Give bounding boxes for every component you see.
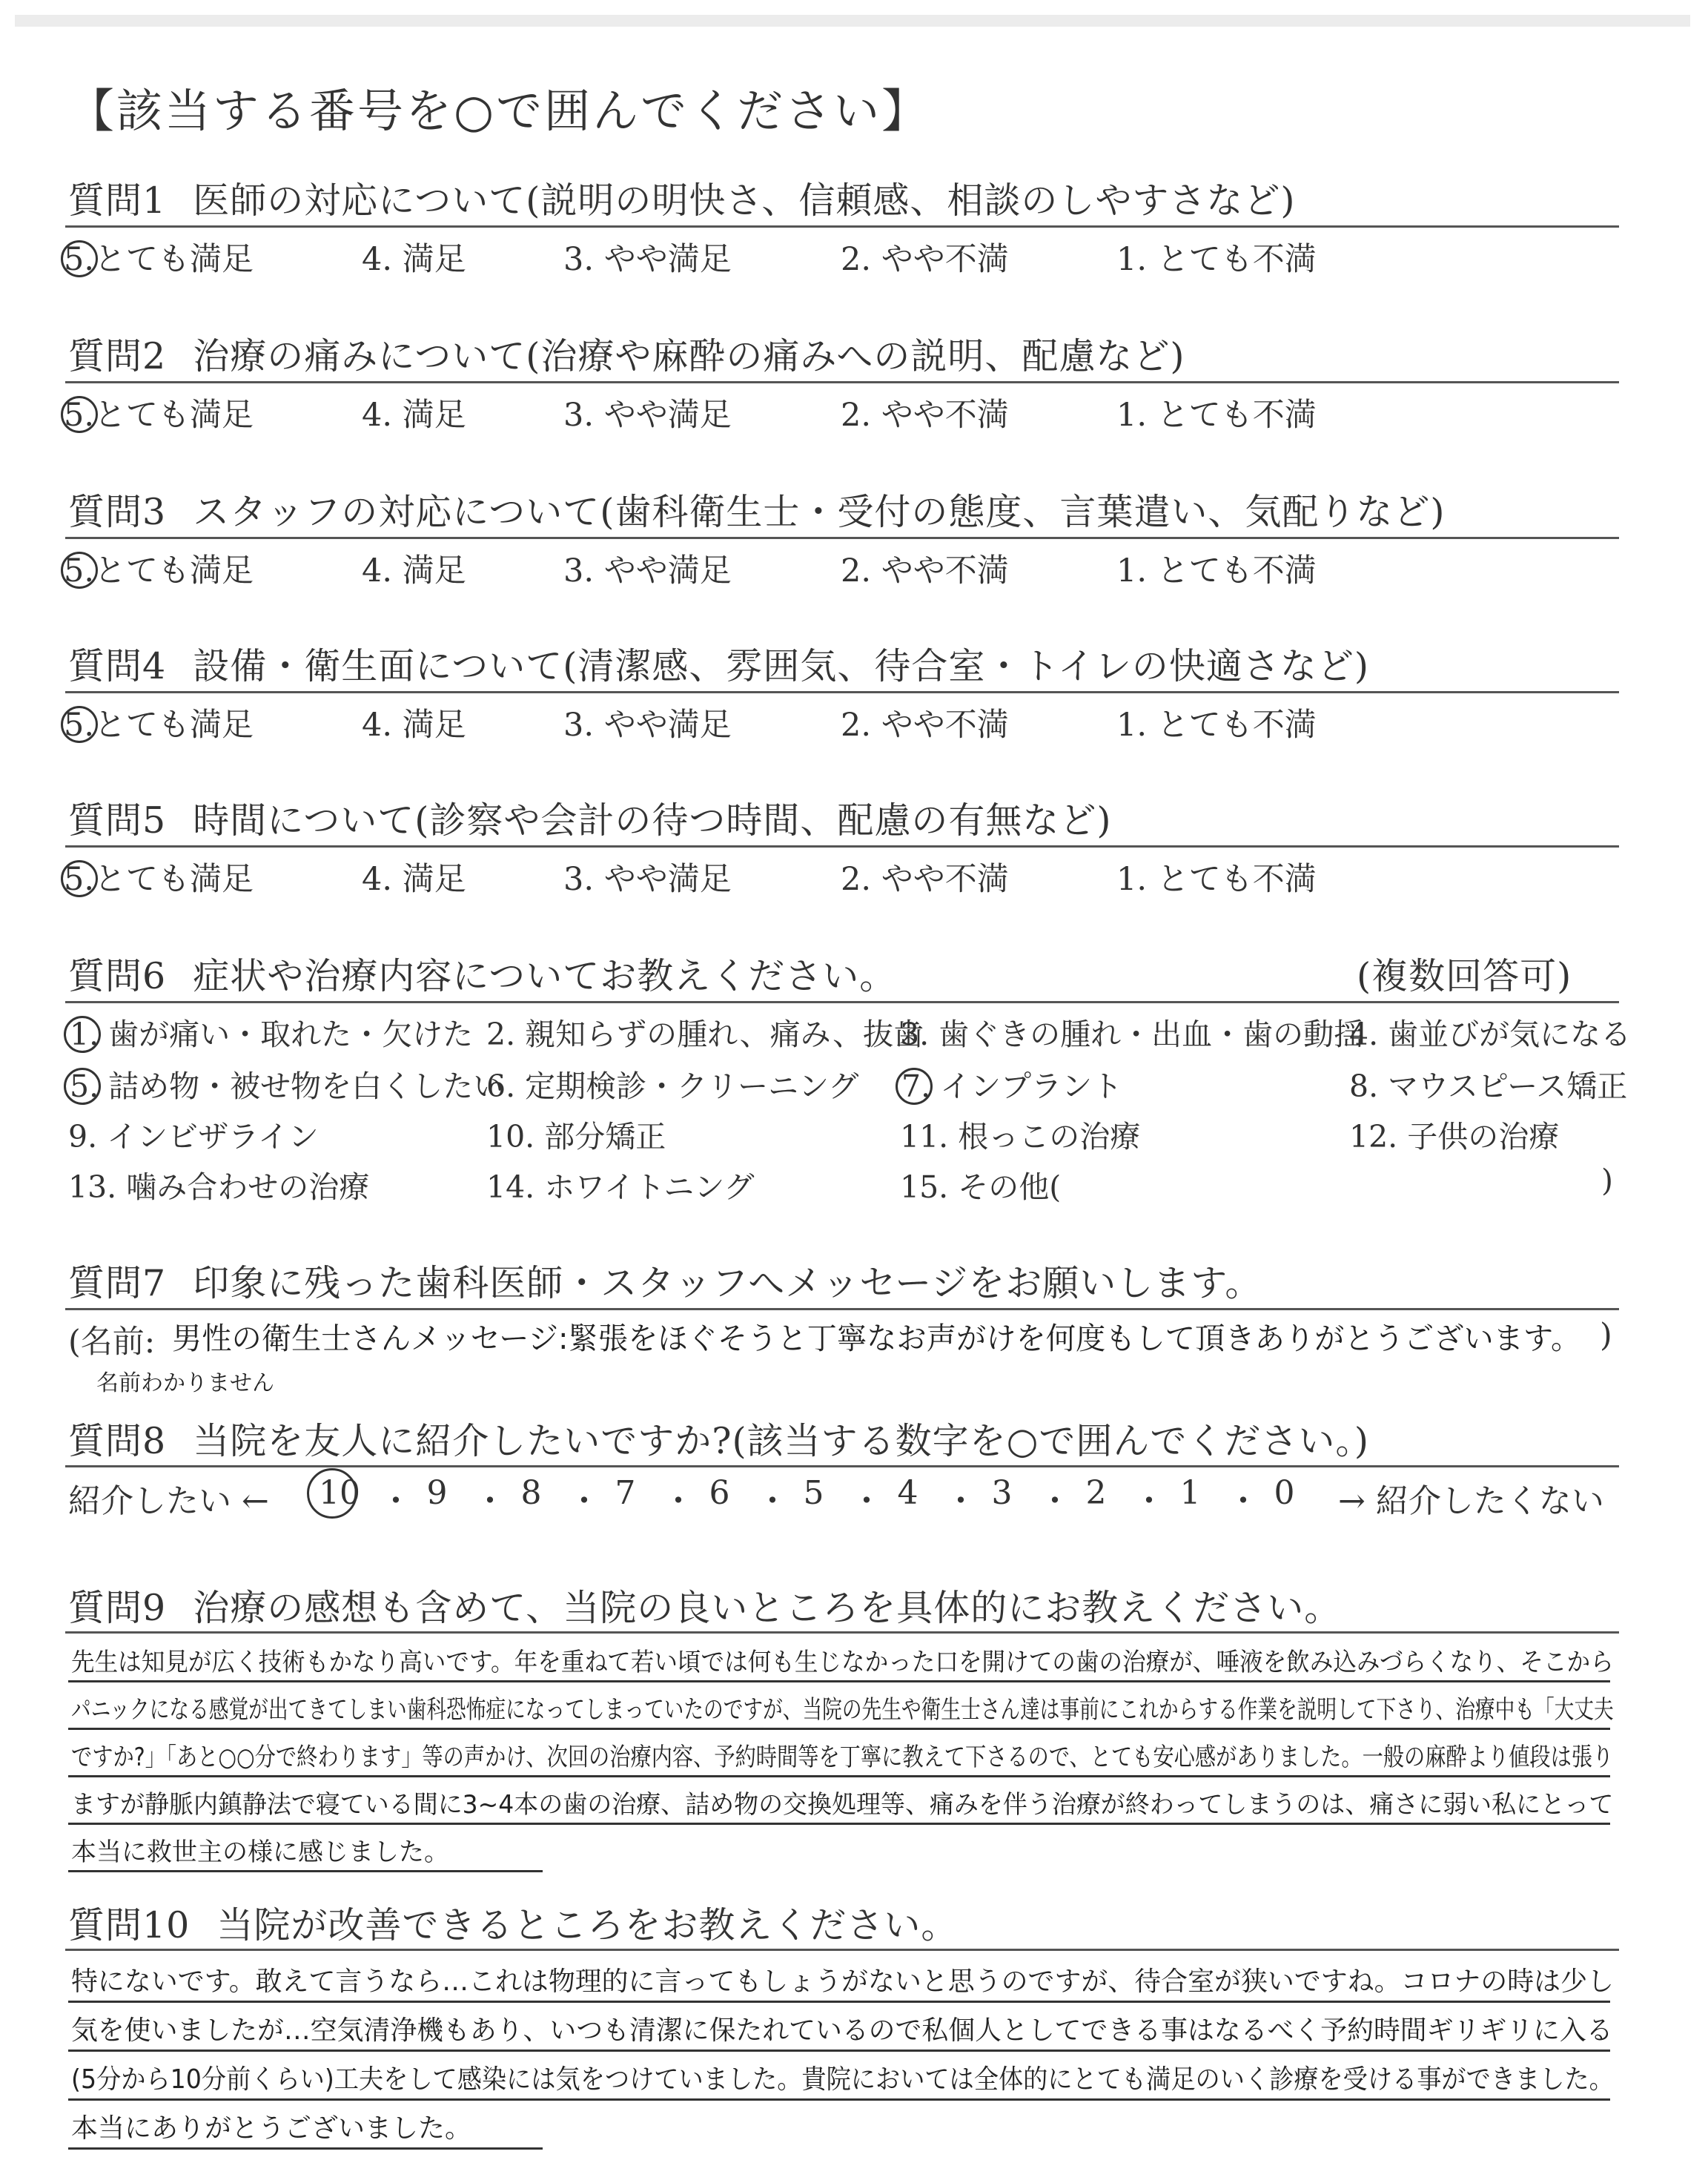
option-label: 12. 子供の治療: [1349, 1119, 1560, 1155]
q2-option-1[interactable]: [1116, 390, 1317, 435]
scale-label: ・: [568, 1482, 600, 1520]
q5-option-2[interactable]: [841, 854, 1009, 899]
q4-option-1[interactable]: [1116, 700, 1317, 745]
scale-label: ・: [756, 1482, 789, 1520]
option-label: 8. マウスピース矯正: [1349, 1069, 1628, 1104]
q8-title-row: [68, 1413, 1369, 1464]
option-label: 2. やや不満: [841, 861, 1009, 898]
q3-title-row: [68, 483, 1445, 535]
scale-label: 4: [897, 1474, 918, 1512]
q4-title: 設備・衛生面について(清潔感、雰囲気、待合室・トイレの快適さなど): [193, 645, 1369, 687]
option-label: 1. とても不満: [1116, 861, 1317, 898]
selected-circle-mark: [64, 1016, 101, 1053]
option-label: 1. 歯が痛い・取れた・欠けた: [70, 1017, 474, 1052]
q9-handwritten-line: 先生は知見が広く技術もかなり高いです。年を重ねて若い頃では何も生じなかった口を開けての歯の治療が、唾液を飲み込みづらくなり、そこから: [71, 1648, 1614, 1677]
option-label: 1. とても不満: [1116, 552, 1317, 589]
option-label: 1. とても不満: [1116, 397, 1317, 434]
q8-separator: [474, 1474, 506, 1522]
q2-title: 治療の痛みについて(治療や麻酔の痛みへの説明、配慮など): [193, 335, 1185, 377]
option-label: ): [1601, 1163, 1613, 1198]
option-label: 4. 満足: [362, 397, 466, 434]
q7-handwritten-message: 男性の衛生士さんメッセージ:緊張をほぐそうと丁寧なお声がけを何度もして頂きありがとうございます。: [172, 1321, 1581, 1356]
q8-separator: [568, 1474, 600, 1522]
scale-label: 10: [319, 1474, 360, 1512]
q8-separator: [1227, 1474, 1260, 1522]
q3-title: スタッフの対応について(歯科衛生士・受付の態度、言葉遣い、気配りなど): [193, 491, 1446, 533]
q1-title: 医師の対応について(説明の明快さ、信頼感、相談のしやすさなど): [193, 179, 1296, 222]
q5-option-1[interactable]: [1116, 854, 1317, 899]
q6-option-14[interactable]: [486, 1163, 755, 1206]
q6-option-13[interactable]: [68, 1163, 369, 1206]
q8-separator: [850, 1474, 883, 1522]
scale-label: ・: [850, 1482, 883, 1520]
option-label: 4. 満足: [362, 861, 466, 898]
q5-option-4[interactable]: [362, 854, 466, 899]
q9-number: 質問9: [68, 1587, 167, 1629]
q10-title-row: [68, 1897, 958, 1949]
q6-title: 症状や治療内容についてお教えください。: [193, 955, 897, 997]
q7-rule: [65, 1308, 1619, 1310]
q7-title-row: [68, 1255, 1262, 1307]
q9-underline: [68, 1775, 1610, 1777]
q1-option-3[interactable]: [563, 234, 732, 280]
q9-underline: [68, 1823, 1610, 1825]
q6-option-10[interactable]: [486, 1112, 666, 1156]
selected-circle-mark: [61, 240, 98, 277]
selected-circle-mark: [307, 1468, 357, 1519]
option-label: 5.とても満足: [64, 861, 254, 898]
q3-number: 質問3: [68, 491, 167, 533]
option-label: 3. 歯ぐきの腫れ・出血・歯の動揺: [900, 1017, 1365, 1052]
q5-rule: [65, 845, 1619, 848]
option-label: 2. やや不満: [841, 397, 1009, 434]
q2-title-row: [68, 328, 1185, 380]
q8-score-1[interactable]: [1180, 1474, 1201, 1512]
scale-label: 7: [615, 1474, 636, 1512]
option-label: 10. 部分矯正: [486, 1119, 666, 1155]
q6-option-9[interactable]: [68, 1112, 319, 1156]
q3-option-4[interactable]: [362, 546, 466, 591]
option-label: 3. やや満足: [563, 397, 732, 434]
q8-right-label: → 紹介したくない: [1338, 1482, 1604, 1520]
scale-label: 2: [1085, 1474, 1107, 1512]
q10-number: 質問10: [68, 1904, 191, 1946]
q6-option-11[interactable]: [900, 1112, 1140, 1156]
option-label: 14. ホワイトニング: [486, 1169, 755, 1205]
option-label: 3. やや満足: [563, 552, 732, 589]
q10-title: 当院が改善できるところをお教えください。: [216, 1904, 959, 1946]
scale-label: 6: [709, 1474, 730, 1512]
option-label: 5.とても満足: [64, 552, 254, 589]
q2-rule: [65, 381, 1619, 383]
q6-rule: [65, 1001, 1619, 1003]
q8-separator: [1133, 1474, 1165, 1522]
q6-option-8[interactable]: [1349, 1062, 1627, 1106]
selected-circle-mark: [61, 860, 98, 897]
q2-option-3[interactable]: [563, 390, 732, 435]
option-label: 2. やや不満: [841, 552, 1009, 589]
option-label: 3. やや満足: [563, 707, 732, 744]
q7-title: 印象に残った歯科医師・スタッフへメッセージをお願いします。: [193, 1262, 1262, 1304]
option-label: 4. 満足: [362, 552, 466, 589]
option-label: 4. 満足: [362, 241, 466, 278]
selected-circle-mark: [61, 706, 98, 743]
option-label: 3. やや満足: [563, 861, 732, 898]
q4-rule: [65, 691, 1619, 693]
q1-option-4[interactable]: [362, 234, 466, 280]
q8-score-10[interactable]: [319, 1474, 360, 1512]
q8-score-5[interactable]: [804, 1474, 824, 1512]
page-heading: 【該当する番号を○で囲んでください】: [68, 84, 930, 138]
option-label: 2. 親知らずの腫れ、痛み、抜歯: [486, 1017, 924, 1052]
option-label: 15. その他(: [900, 1169, 1062, 1205]
option-label: 13. 噛み合わせの治療: [68, 1169, 370, 1205]
q6-option-4[interactable]: [1349, 1010, 1631, 1054]
scale-label: 3: [991, 1474, 1013, 1512]
option-label: 9. インビザライン: [68, 1119, 319, 1155]
q10-underline: [68, 2147, 543, 2150]
q10-underline: [68, 2098, 1610, 2101]
option-label: 1. とても不満: [1116, 241, 1317, 278]
q6-title-row: [68, 948, 896, 1000]
q8-separator: [380, 1474, 412, 1522]
page-top-edge: [15, 15, 1690, 27]
q9-handwritten-line: 本当に救世主の様に感じました。: [71, 1837, 449, 1867]
scale-label: ・: [380, 1482, 412, 1520]
option-label: 2. やや不満: [841, 707, 1009, 744]
scale-label: ・: [474, 1482, 506, 1520]
q9-handwritten-line: パニックになる感覚が出てきてしまい歯科恐怖症になってしまっていたのですが、当院の先生や衛生士さん達は事前にこれからする作業を説明して下さり、治療中も「大丈夫: [71, 1695, 1614, 1725]
q8-score-4[interactable]: [898, 1474, 918, 1512]
q4-title-row: [68, 638, 1369, 690]
q8-separator: [944, 1474, 977, 1522]
q8-score-6[interactable]: [709, 1474, 730, 1512]
q8-separator: [662, 1474, 695, 1522]
option-label: 4. 歯並びが気になる: [1349, 1017, 1632, 1052]
option-label: 4. 満足: [362, 707, 466, 744]
q4-option-5[interactable]: [65, 700, 254, 746]
q2-option-5[interactable]: [65, 390, 254, 436]
option-label: 7. インプラント: [901, 1069, 1123, 1104]
q9-title-row: [68, 1579, 1341, 1631]
q6-option-2[interactable]: [486, 1010, 924, 1054]
option-label: 5.とても満足: [64, 397, 254, 434]
q9-rule: [65, 1631, 1619, 1634]
q1-title-row: [68, 172, 1295, 224]
q3-option-5[interactable]: [65, 546, 254, 592]
q6-option-7[interactable]: [900, 1062, 1122, 1108]
option-label: 1. とても不満: [1116, 707, 1317, 744]
scale-label: 9: [426, 1474, 448, 1512]
q3-option-2[interactable]: [841, 546, 1009, 591]
q6-option-5[interactable]: [68, 1062, 503, 1108]
q8-number: 質問8: [68, 1420, 167, 1462]
scale-label: 1: [1179, 1474, 1201, 1512]
selected-circle-mark: [61, 552, 98, 589]
q9-underline: [68, 1728, 1610, 1730]
q8-score-9[interactable]: [427, 1474, 448, 1512]
q8-score-8[interactable]: [521, 1474, 542, 1512]
q4-number: 質問4: [68, 645, 167, 687]
q10-underline: [68, 2050, 1610, 2052]
q6-option-1[interactable]: [68, 1010, 473, 1056]
q3-rule: [65, 537, 1619, 539]
q10-rule: [65, 1949, 1619, 1951]
scale-label: 8: [520, 1474, 542, 1512]
q10-handwritten-line: (5分から10分前くらい)工夫をして感染には気をつけていました。貴院においては全体的にとても満足のいく診療を受ける事ができました。: [71, 2064, 1614, 2095]
q1-number: 質問1: [68, 179, 167, 222]
option-label: 6. 定期検診・クリーニング: [486, 1069, 859, 1104]
q9-underline: [68, 1680, 1610, 1682]
option-label: 5.とても満足: [64, 241, 254, 278]
scale-label: ・: [944, 1482, 977, 1520]
scale-label: ・: [1039, 1482, 1071, 1520]
scale-label: ・: [662, 1482, 695, 1520]
q10-handwritten-line: 気を使いましたが…空気清浄機もあり、いつも清潔に保たれているので私個人としてできる事はなるべく予約時間ギリギリに入る: [71, 2015, 1613, 2046]
q5-option-5[interactable]: [65, 854, 254, 900]
q8-separator: [1039, 1474, 1071, 1522]
q5-option-3[interactable]: [563, 854, 732, 899]
scale-label: ・: [1133, 1482, 1165, 1520]
q4-option-4[interactable]: [362, 700, 466, 745]
selected-circle-mark: [896, 1068, 933, 1105]
q8-score-0[interactable]: [1274, 1474, 1295, 1512]
q3-option-3[interactable]: [563, 546, 732, 591]
q1-option-1[interactable]: [1116, 234, 1317, 280]
q4-option-3[interactable]: [563, 700, 732, 745]
q1-option-5[interactable]: [65, 234, 254, 280]
q6-option-15[interactable]: [900, 1163, 1061, 1206]
scale-label: 0: [1274, 1474, 1295, 1512]
q10-handwritten-line: 特にないです。敢えて言うなら…これは物理的に言ってもしょうがないと思うのですが、待合室が狭いですね。コロナの時は少し: [71, 1966, 1614, 1997]
option-label: 11. 根っこの治療: [900, 1119, 1141, 1155]
q6-option-16[interactable]: [1601, 1163, 1613, 1198]
q2-option-2[interactable]: [841, 390, 1009, 435]
q9-underline: [68, 1870, 543, 1872]
q8-score-2[interactable]: [1086, 1474, 1107, 1512]
q9-title: 治療の感想も含めて、当院の良いところを具体的にお教えください。: [193, 1587, 1342, 1629]
q3-option-1[interactable]: [1116, 546, 1317, 591]
option-label: 5. 詰め物・被せ物を白くしたい: [70, 1069, 504, 1104]
q10-underline: [68, 2001, 1610, 2003]
q9-handwritten-line: ますが静脈内鎮静法で寝ている間に3~4本の歯の治療、詰め物の交換処理等、痛みを伴う治療が終わってしまうのは、痛さに弱い私にとって: [71, 1790, 1614, 1820]
scale-label: ・: [1227, 1482, 1260, 1520]
q5-title: 時間について(診察や会計の待つ時間、配慮の有無など): [193, 799, 1112, 842]
q10-handwritten-line: 本当にありがとうございました。: [71, 2113, 472, 2144]
option-label: 2. やや不満: [841, 241, 1009, 278]
q4-option-2[interactable]: [841, 700, 1009, 745]
q5-number: 質問5: [68, 799, 167, 842]
q6-note: (複数回答可): [1357, 955, 1572, 997]
q8-left-label: 紹介したい ←: [68, 1482, 269, 1520]
q6-option-6[interactable]: [486, 1062, 858, 1106]
q5-title-row: [68, 792, 1111, 844]
q2-number: 質問2: [68, 335, 167, 377]
q7-note: 名前わかりません: [96, 1370, 274, 1396]
q8-rule: [65, 1465, 1619, 1467]
q8-score-3[interactable]: [992, 1474, 1013, 1512]
option-label: 3. やや満足: [563, 241, 732, 278]
q1-option-2[interactable]: [841, 234, 1009, 280]
q8-title: 当院を友人に紹介したいですか?(該当する数字を○で囲んでください。): [193, 1420, 1369, 1462]
selected-circle-mark: [64, 1068, 101, 1105]
q6-option-12[interactable]: [1349, 1112, 1559, 1156]
q7-name-prefix: (名前:: [68, 1324, 156, 1361]
q1-rule: [65, 225, 1619, 228]
option-label: 5.とても満足: [64, 707, 254, 744]
q6-number: 質問6: [68, 955, 167, 997]
q2-option-4[interactable]: [362, 390, 466, 435]
q8-separator: [756, 1474, 789, 1522]
q7-number: 質問7: [68, 1262, 167, 1304]
scale-label: 5: [803, 1474, 824, 1512]
q6-option-3[interactable]: [900, 1010, 1364, 1054]
selected-circle-mark: [61, 396, 98, 433]
q9-handwritten-line: ですか?」「あと○○分で終わります」等の声かけ、次回の治療内容、予約時間等を丁寧に教えて下さるので、とても安心感がありました。一般の麻酔より値段は張り: [71, 1743, 1614, 1772]
q8-score-7[interactable]: [615, 1474, 636, 1512]
q7-suffix: ): [1600, 1317, 1612, 1354]
